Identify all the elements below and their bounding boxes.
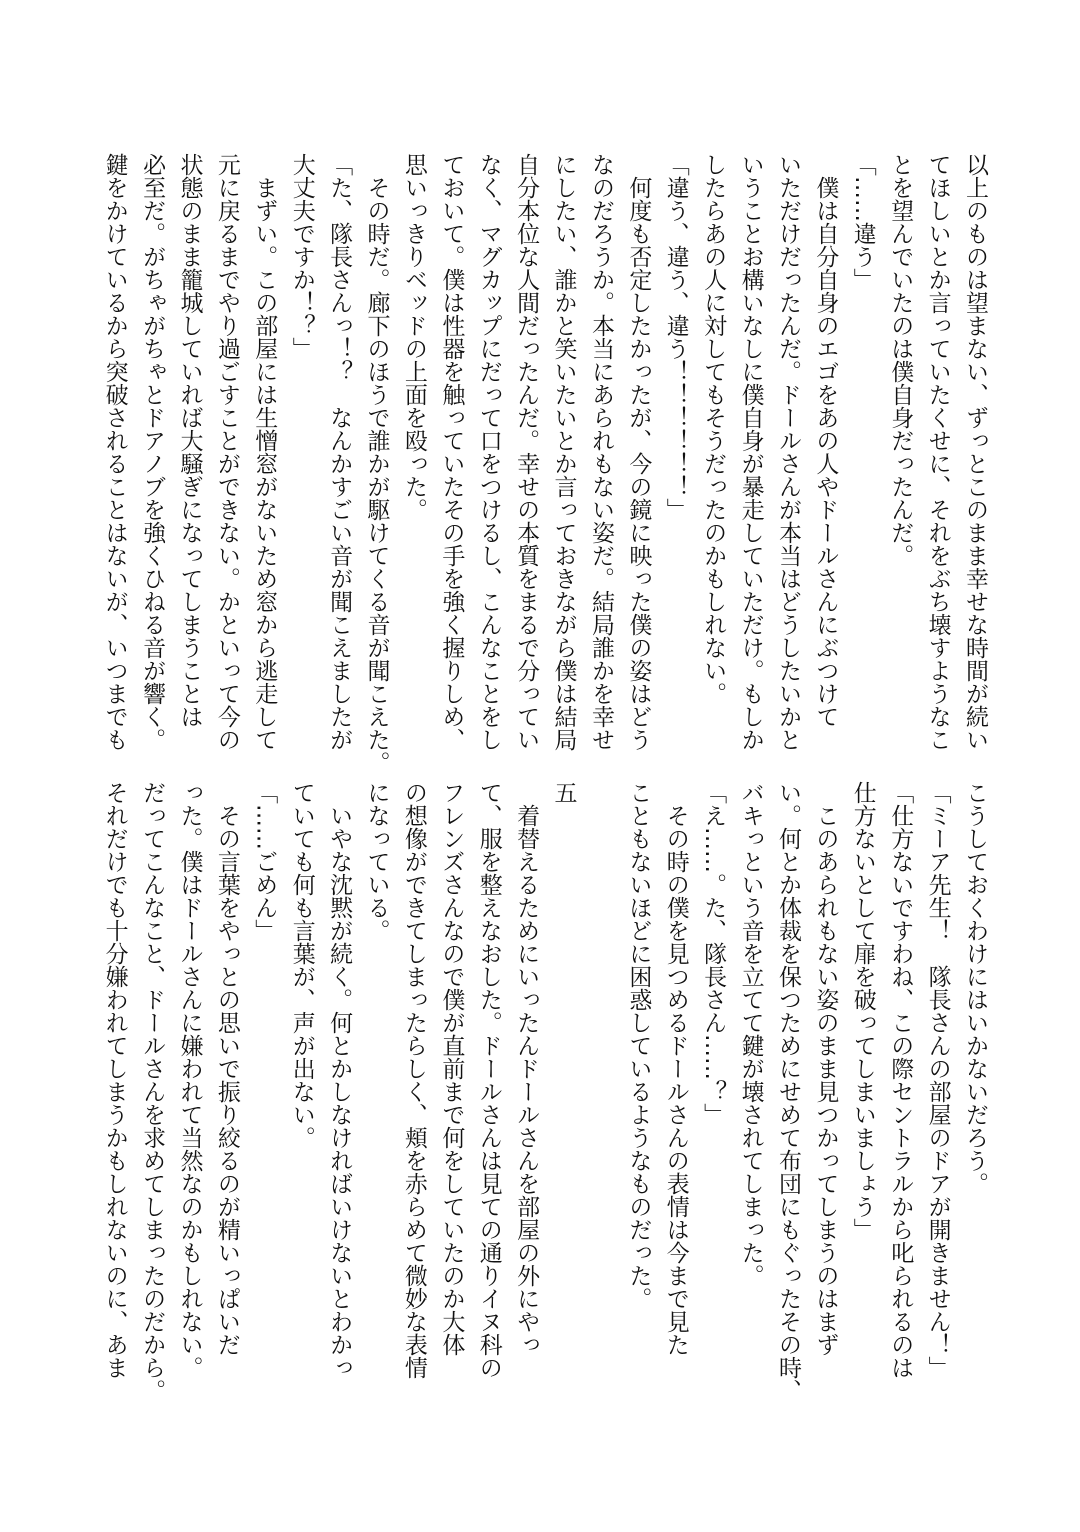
text-column: 元に戻るまでやり過ごすことができない。かといって今の [213,153,240,751]
text-column: いうことお構いなしに僕自身が暴走していただけ。もしか [737,153,764,751]
chapter-heading: 五 [550,781,577,804]
text-column: 「仕方ないですわね、この際セントラルから叱られるのは [887,781,914,1379]
text-column: 「え……。た、隊長さん……？」 [700,781,727,1126]
text-column: このあられもない姿のまま見つかってしまうのはまず [812,781,839,1356]
text-column: その時の僕を見つめるドールさんの表情は今まで見た [662,781,689,1356]
text-column [582,781,619,1391]
text-column: こともないほどに困惑しているようなものだった。 [625,781,652,1310]
text-column: になっている。 [363,781,390,942]
text-column: まずい。この部屋には生憎窓がないため窓から逃走して [251,153,278,751]
text-column: なのだろうか。本当にあられもない姿だ。結局誰かを幸せ [587,153,614,751]
text-column: 大丈夫ですか！？」 [288,153,315,360]
text-column: 僕は自分自身のエゴをあの人やドールさんにぶつけて [812,153,839,728]
text-column: 「違う、違う、違う！！！！！！」 [662,153,689,521]
text-column: いただけだったんだ。ドールさんが本当はどうしたいかと [774,153,801,751]
text-column: だってこんなこと、ドールさんを求めてしまったのだから。 [139,781,166,1402]
text-column: したらあの人に対してもそうだったのかもしれない。 [700,153,727,705]
text-column: それだけでも十分嫌われてしまうかもしれないのに、あま [101,781,128,1379]
text-column: てほしいとか言っていたくせに、それをぶち壊すようなこ [924,153,951,751]
text-column: 以上のものは望まない、ずっとこのまま幸せな時間が続い [962,153,988,751]
text-column: 着替えるためにいったんドールさんを部屋の外にやっ [513,781,540,1356]
text-column: とを望んでいたのは僕自身だったんだ。 [887,153,914,567]
text-column: いやな沈黙が続く。何とかしなければいけないとわかっ [326,781,353,1379]
text-column: その言葉をやっとの思いで振り絞るのが精いっぱいだ [213,781,240,1356]
text-column: て、服を整えなおした。ドールさんは見ての通りイヌ科の [475,781,502,1379]
text-block-top [95,153,993,774]
text-column: の想像ができてしまったらしく、頬を赤らめて微妙な表情 [400,781,427,1379]
text-column: ていても何も言葉が、声が出ない。 [288,781,315,1149]
text-column: バキっという音を立てて鍵が壊されてしまった。 [737,781,764,1287]
text-column: 状態のまま籠城していれば大騒ぎになってしまうことは [176,153,203,728]
text-column: ておいて。僕は性器を触っていたその手を強く握りしめ、 [438,153,465,751]
text-column: 仕方ないとして扉を破ってしまいましょう」 [849,781,876,1241]
text-column: 何度も否定したかったが、今の鏡に映った僕の姿はどう [625,153,652,751]
text-column: 鍵をかけているから突破されることはないが、いつまでも [101,153,128,751]
text-column: フレンズさんなので僕が直前まで何をしていたのか大体 [438,781,465,1356]
text-column: 自分本位な人間だったんだ。幸せの本質をまるで分ってい [513,153,540,751]
text-column: 必至だ。がちゃがちゃとドアノブを強くひねる音が響く。 [139,153,166,751]
text-column: った。僕はドールさんに嫌われて当然なのかもしれない。 [176,781,203,1379]
text-column: い。何とか体裁を保つためにせめて布団にもぐったその時、 [774,781,801,1402]
text-column: その時だ。廊下のほうで誰かが駆けてくる音が聞こえた。 [363,153,390,774]
text-column: にしたい、誰かと笑いたいとか言っておきながら僕は結局 [550,153,577,751]
text-column: 「……ごめん」 [251,781,278,942]
text-column: 「……違う」 [849,153,876,291]
text-column: こうしておくわけにはいかないだろう。 [962,781,988,1195]
text-column: 「た、隊長さんっ！？ なんかすごい音が聞こえましたが [326,153,353,751]
text-column: 「ミーア先生！ 隊長さんの部屋のドアが開きません！」 [924,781,951,1379]
text-block-bottom [95,781,993,1402]
text-column: 思いっきりベッドの上面を殴った。 [400,153,427,521]
text-column: なく、マグカップにだって口をつけるし、こんなことをし [475,153,502,751]
